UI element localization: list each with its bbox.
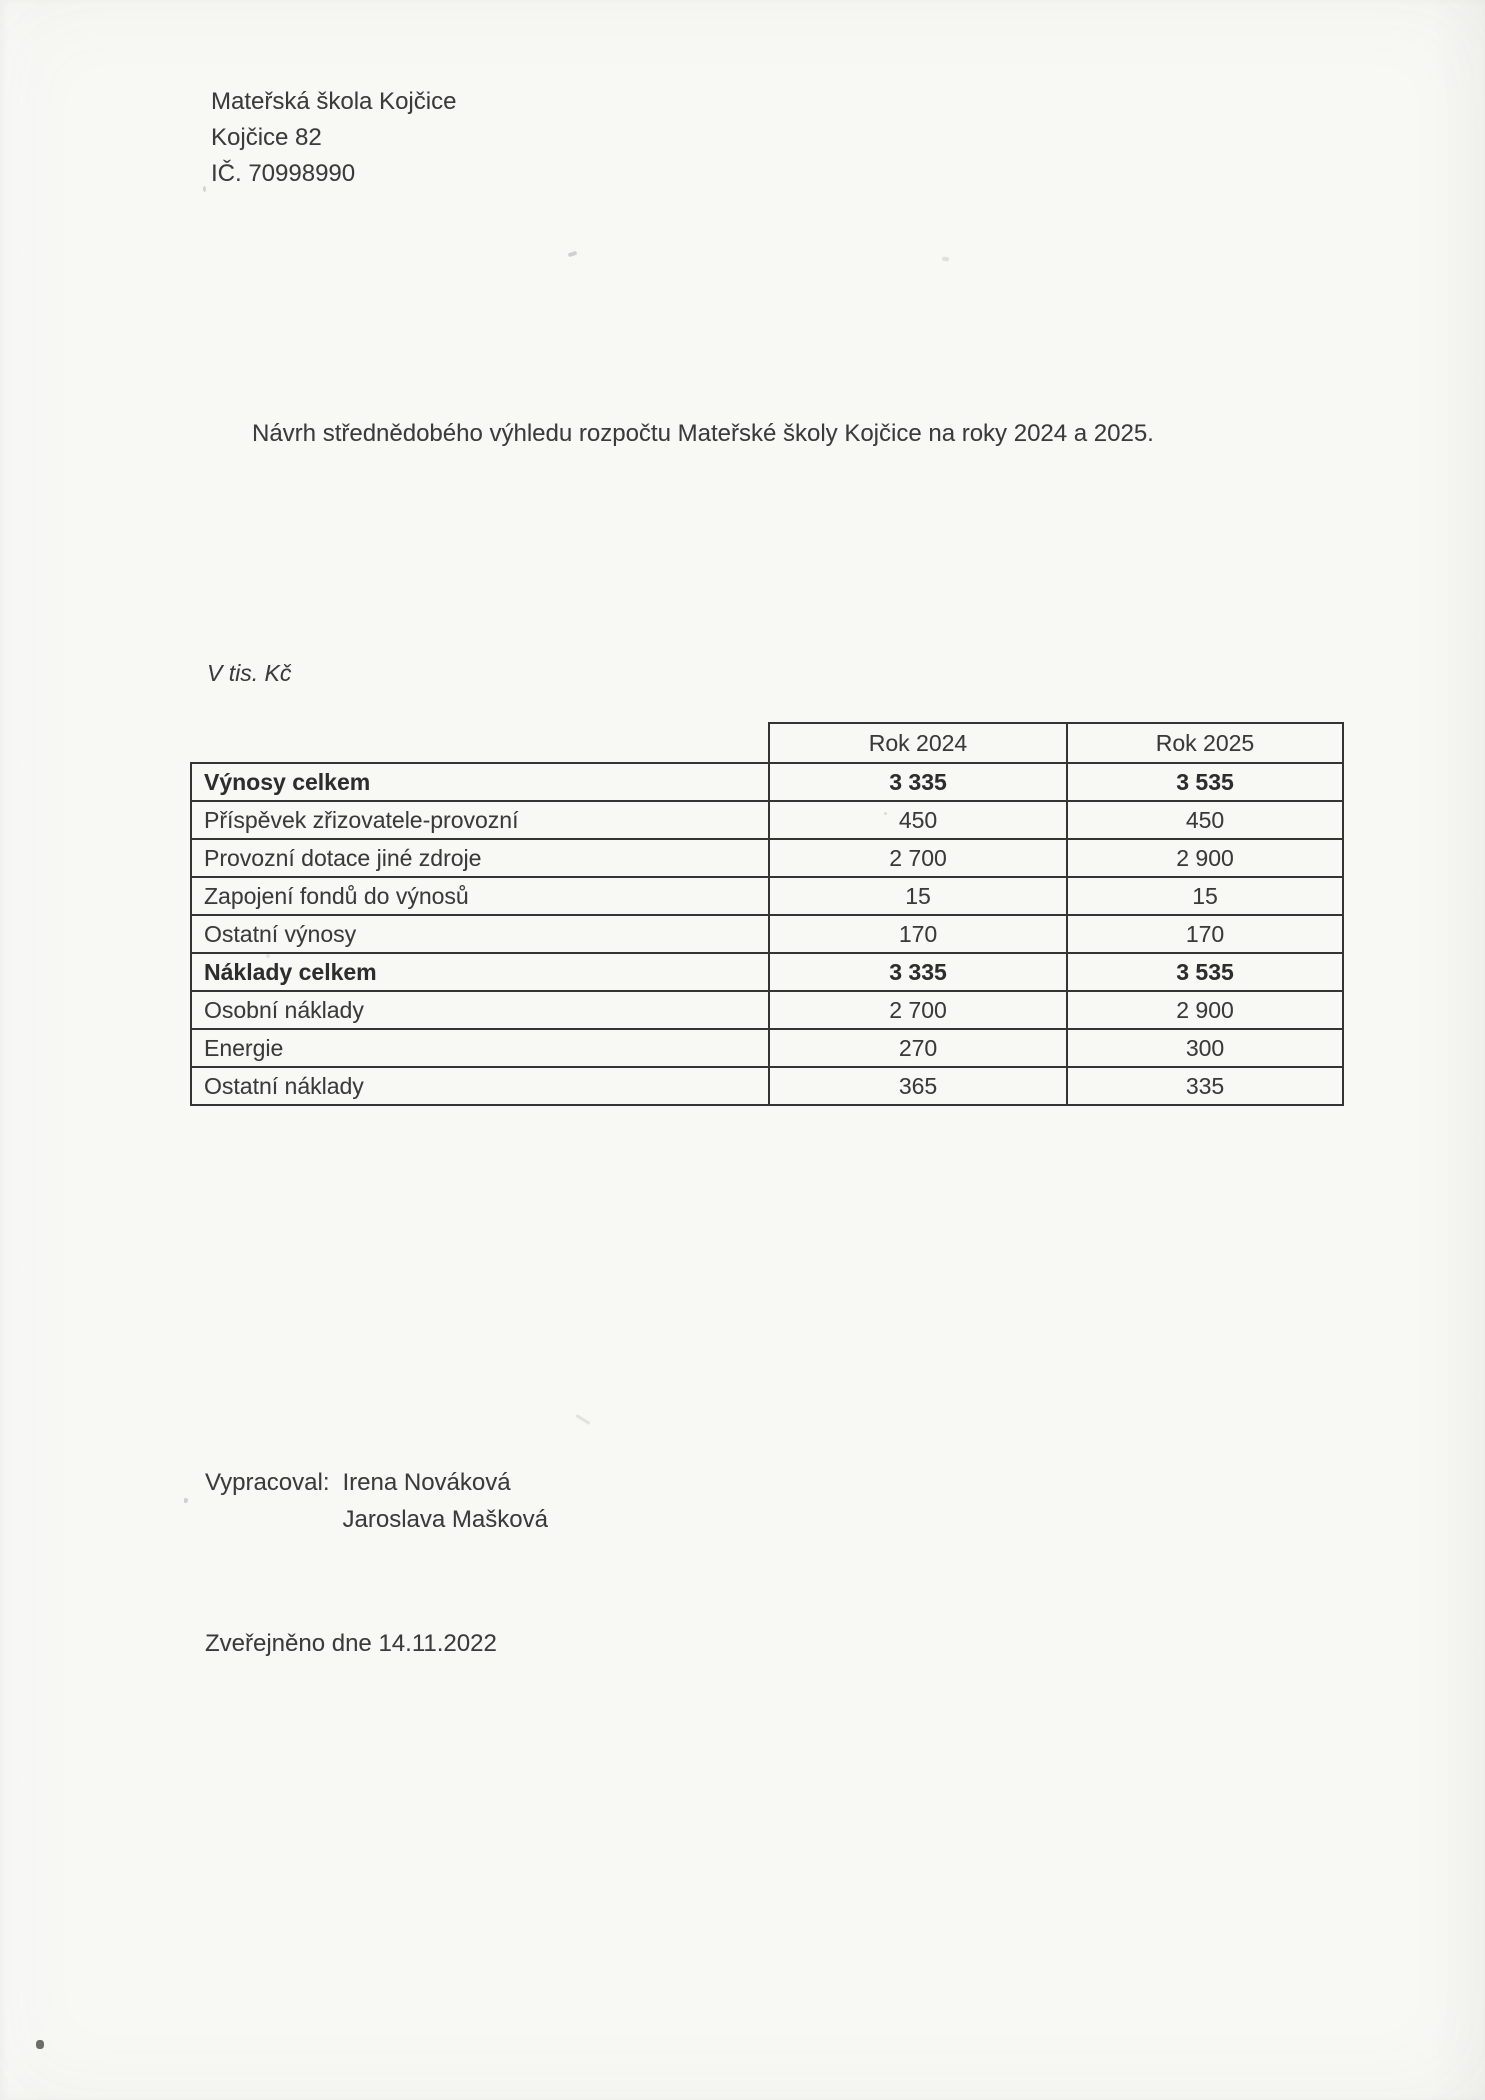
row-value-2024: 170	[769, 915, 1067, 953]
prepared-by-label: Vypracoval:	[205, 1469, 330, 1496]
table-row	[191, 839, 1343, 877]
table-row	[191, 877, 1343, 915]
scan-speck	[184, 1498, 188, 1503]
scan-speck	[575, 1414, 590, 1425]
row-value-2024: 270	[769, 1029, 1067, 1067]
document-title: Návrh střednědobého výhledu rozpočtu Mateřské školy Kojčice na roky 2024 a 2025.	[252, 420, 1154, 447]
row-label: Příspěvek zřizovatele-provozní	[191, 801, 769, 839]
row-value-2025: 3 535	[1067, 763, 1343, 801]
scan-speck	[36, 2040, 44, 2049]
row-value-2024: 365	[769, 1067, 1067, 1105]
scan-speck	[884, 812, 887, 815]
row-label: Osobní náklady	[191, 991, 769, 1029]
table-corner-cell	[191, 723, 769, 763]
preparer-name: Jaroslava Mašková	[342, 1506, 548, 1533]
preparer-name: Irena Nováková	[342, 1469, 511, 1496]
scan-speck	[266, 954, 270, 958]
row-value-2025: 335	[1067, 1067, 1343, 1105]
row-value-2024: 2 700	[769, 839, 1067, 877]
row-value-2025: 3 535	[1067, 953, 1343, 991]
table-row	[191, 991, 1343, 1029]
row-label: Provozní dotace jiné zdroje	[191, 839, 769, 877]
org-id-number: IČ. 70998990	[211, 160, 356, 187]
row-value-2024: 450	[769, 801, 1067, 839]
row-value-2024: 3 335	[769, 763, 1067, 801]
org-name: Mateřská škola Kojčice	[211, 88, 457, 115]
row-label: Náklady celkem	[191, 953, 769, 991]
row-value-2024: 2 700	[769, 991, 1067, 1029]
row-value-2025: 15	[1067, 877, 1343, 915]
row-value-2025: 170	[1067, 915, 1343, 953]
column-header-2024: Rok 2024	[769, 723, 1067, 763]
preparer-names	[343, 1464, 548, 1538]
row-value-2025: 2 900	[1067, 991, 1343, 1029]
row-value-2025: 450	[1067, 801, 1343, 839]
budget-table	[190, 722, 1344, 1106]
table-row	[191, 1067, 1343, 1105]
row-value-2025: 2 900	[1067, 839, 1343, 877]
prepared-by-block	[205, 1464, 548, 1538]
units-note: V tis. Kč	[207, 660, 292, 686]
org-address: Kojčice 82	[211, 124, 322, 151]
column-header-2025: Rok 2025	[1067, 723, 1343, 763]
row-value-2025: 300	[1067, 1029, 1343, 1067]
table-row	[191, 763, 1343, 801]
row-value-2024: 3 335	[769, 953, 1067, 991]
table-row	[191, 915, 1343, 953]
row-value-2024: 15	[769, 877, 1067, 915]
table-row	[191, 953, 1343, 991]
row-label: Ostatní náklady	[191, 1067, 769, 1105]
scan-speck	[568, 251, 578, 258]
table-row	[191, 1029, 1343, 1067]
scan-speck	[203, 186, 206, 192]
published-date-line: Zveřejněno dne 14.11.2022	[205, 1630, 497, 1657]
org-header	[211, 84, 456, 192]
row-label: Ostatní výnosy	[191, 915, 769, 953]
scan-speck	[942, 256, 950, 261]
row-label: Energie	[191, 1029, 769, 1067]
table-header-row	[191, 723, 1343, 763]
row-label: Výnosy celkem	[191, 763, 769, 801]
row-label: Zapojení fondů do výnosů	[191, 877, 769, 915]
table-row	[191, 801, 1343, 839]
